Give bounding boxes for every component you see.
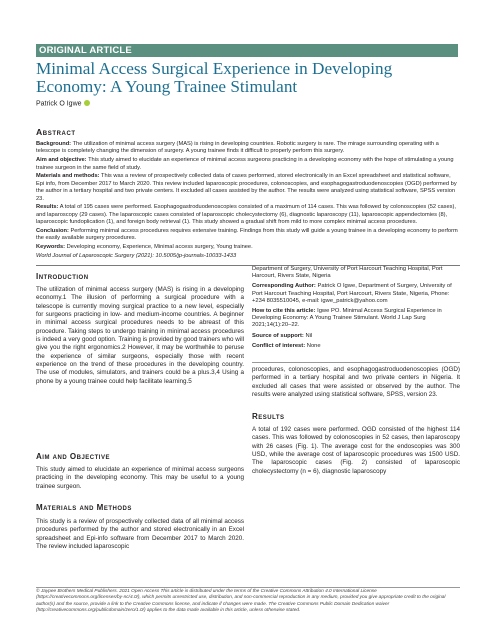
results-heading: Results [252, 412, 285, 421]
abstract-methods: Materials and methods: This was a review of prospectively collected data of cases performed, stored electronically in an Excel spreadsheet and statistical software, Epi info, from December 2017 to March 2020. This review included laparoscopic procedures, colonoscopies, and esophagogastroduodenoscopies (OGD) performed by the author in a tertiary hospital and two private centers. It excluded all cases assisted by the author. The results were analyzed using statistical software, SPSS version 23. [36, 173, 457, 202]
methods-continued-text: procedures, colonoscopies, and esophagogastroduodenoscopies (OGD) performed in a tertiary hospital and two private centers in Nigeria. It excluded all cases that were assisted or observed by the author. The results were analyzed using statistical software, SPSS, version 23. [252, 366, 460, 399]
abstract-results: Results: A total of 195 cases were performed. Esophagogastroduodenoscopies consisted of a maximum of 114 cases. This was followed by colonoscopies (52 cases), and laparoscopy (29 cases). The laparoscopic cases consisted of laparoscopic cholecystectomy (6), diagnostic laparoscopy (11), laparoscopic appendectomies (8), laparoscopic fundoplication (1), and foreign body retrieval (1). This study showed a gradual shift from mild to more complex minimal access procedures. [36, 204, 456, 226]
source-of-support: Source of support: Nil [252, 332, 313, 339]
methods-heading: Materials and Methods [36, 503, 132, 512]
article-type-band [36, 44, 458, 57]
affiliation-box [252, 266, 460, 358]
aim-heading: Aim and Objective [36, 452, 110, 461]
introduction-heading: Introduction [36, 272, 89, 281]
author-line [36, 100, 90, 108]
introduction-text: The utilization of minimal access surgery (MAS) is rising in a developing economy.1 The illusion of performing a surgical procedure with a telescope is currently moving surgical practice to a new level, especially for surgeons practicing in low- and medium-income countries. A beginner in minimal access surgical procedures needs to be abreast of this procedure. Taking steps to undergo training in minimal access procedures is indeed a very good option. Training is provided by good trainers who will give you the right ergonomics.2 However, it may be worthwhile to peruse the experience of similar surgeons, especially those with recent experience on the trend of these procedures in the developing country. The use of modules, simulators, and trainers could be a plus.3,4 Using a phone by a young trainee could help facilitate learning.5 [36, 286, 244, 385]
department: Department of Surgery, University of Port Harcourt Teaching Hospital, Port Harcourt, Rivers State, Nigeria [252, 266, 443, 280]
author-name: Patrick O Igwe [36, 100, 82, 108]
aim-text: This study aimed to elucidate an experience of minimal access surgeons practicing in the developing economy. This may be useful to a young trainee surgeon. [36, 466, 244, 490]
footer-divider [36, 587, 460, 588]
abstract-conclusion: Conclusion: Performing minimal access procedures requires extensive training. Findings from this study will guide a young trainee in a developing economy to perform the easily available surgery procedures. [36, 228, 458, 242]
conflict-of-interest: Conflict of interest: None [252, 342, 321, 349]
abstract-aim: Aim and objective: This study aimed to elucidate an experience of minimal access surgeons practicing in a developing economy with the hope of stimulating a young trainee surgeon in the same field of study. [36, 157, 454, 171]
abstract-body [36, 141, 460, 262]
abstract-background: Background: The utilization of minimal access surgery (MAS) is rising in developing countries. Robotic surgery is rare. The mirage surrounding operating with a telescope is completely changing the dimension of surgery. A young trainee finds it difficult to properly perform this surgery. [36, 141, 439, 155]
results-text: A total of 192 cases were performed. OGD consisted of the highest 114 cases. This was followed by colonoscopies in 52 cases, then laparoscopy with 26 cases (Fig. 1). The average cost for the endoscopies was 300 USD, while the average cost of laparoscopic procedures was 1500 USD. The laparoscopic cases (Fig. 2) consisted of laparoscopic cholecystectomy (n = 6), diagnostic laparoscopy [252, 426, 460, 475]
corresponding-author: Corresponding Author: Patrick O Igwe, Department of Surgery, University of Port Harcourt Teaching Hospital, Port Harcourt, Rivers State, Nigeria, Phone: +234 8035510045, e-mail: igwe_patrick@yahoo.com [252, 283, 452, 304]
how-to-cite: How to cite this article: Igwe PO. Minimal Access Surgical Experience in Developing Economy: A Young Trainee Stimulant. World J Lap Surg 2021;14(1):20–22. [252, 308, 442, 329]
affiliation-divider [252, 362, 460, 363]
abstract-keywords: Keywords: Developing economy, Experience, Minimal access surgery, Young trainee. [36, 244, 253, 251]
methods-text: This study is a review of prospectively collected data of all minimal access procedures performed by the author and stored electronically in an Excel spreadsheet and Epi-info software from December 2017 to March 2020. The review included laparoscopic [36, 518, 244, 551]
article-title: Minimal Access Surgical Experience in Developing Economy: A Young Trainee Stimulant [36, 59, 393, 96]
article-type-label: ORIGINAL ARTICLE [39, 45, 132, 56]
orcid-icon[interactable] [84, 100, 90, 106]
journal-citation[interactable]: World Journal of Laparoscopic Surgery (2021): 10.5005/jp-journals-10033-1433 [36, 253, 237, 260]
abstract-heading: Abstract [36, 127, 76, 137]
license-footer: © Jaypee Brothers Medical Publishers. 2021 Open Access This article is distributed under the terms of the Creative Commons Attribution 4.0 International License (https://creativecommons.org/licenses/by-nc/4.0/), which permits unrestricted use, distribution, and non-commercial reproduction in any medium, provided you give appropriate credit to the original author(s) and the source, provide a link to the Creative Commons license, and indicate if changes were made. The Creative Commons Public Domain Dedication waiver (http://creativecommons.org/publicdomain/zero/1.0/) applies to the data made available in this article, unless otherwise stated. [36, 589, 446, 614]
